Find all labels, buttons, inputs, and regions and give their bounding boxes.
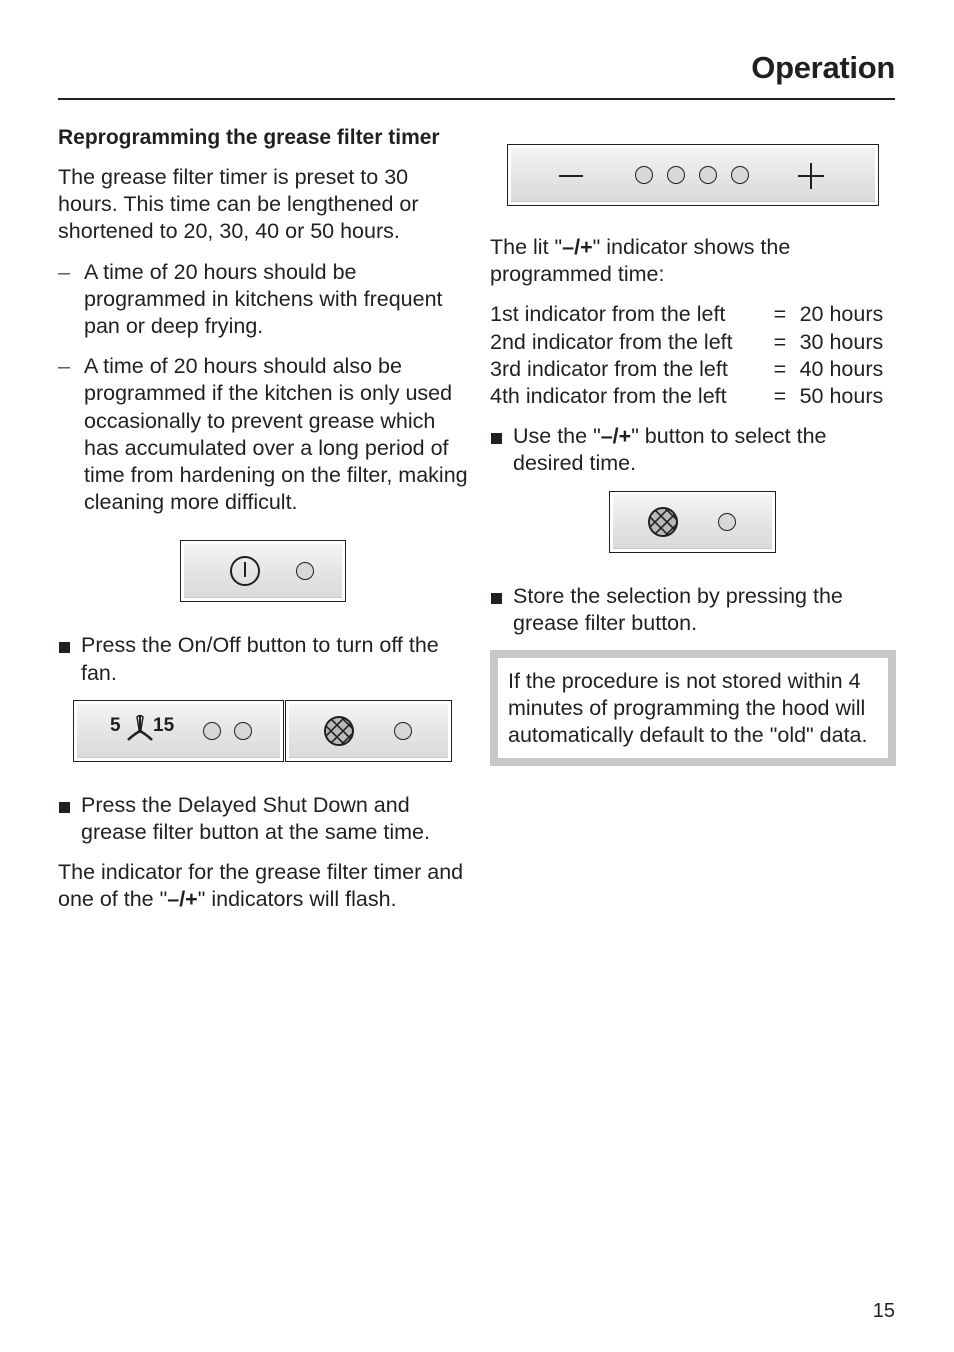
table-row [490,329,896,356]
step-text [513,424,827,475]
instruction-step [490,583,896,637]
bullet-square [59,642,70,653]
dash-marker: – [58,259,70,284]
table-cell-eq: = [773,302,787,327]
table-cell-eq: = [773,329,787,354]
instruction-step [58,632,468,686]
instruction-step [490,423,896,477]
indicator-light [635,166,653,184]
delay-filter-panels-illustration [73,700,468,762]
dash-item-text: A time of 20 hours should also be programmed if the kitchen is only used occasionally to prevent grease which has accumulated over a long period of time from hardening on the filter, making cleaning more difficult. [84,354,468,515]
table-cell-value: 50 hours [799,384,884,409]
grease-filter-panel [285,700,452,762]
indicator-light [667,166,685,184]
table-cell-label: 3rd indicator from the left [490,356,728,381]
text-run: " indicator shows the programmed time: [490,235,791,287]
table-cell-label: 2nd indicator from the left [490,329,733,354]
section-heading: Reprogramming the grease filter timer [58,126,440,149]
minus-plus-label: –/+ [562,235,593,259]
dash-list-item [58,353,468,516]
grease-filter-icon [647,506,679,538]
indicator-light [296,562,314,580]
instruction-step [58,792,468,846]
bullet-square [59,802,70,813]
minus-plus-label: –/+ [600,424,632,449]
indicator-light [718,513,736,531]
table-cell-label: 4th indicator from the left [490,384,727,409]
indicator-light [699,166,717,184]
dash-marker: – [58,354,70,379]
text-run: The indicator for the grease filter timer and one of the " [58,860,464,912]
table-cell-label: 1st indicator from the left [490,302,726,327]
power-icon [229,555,261,587]
delay-number-left: 5 [110,714,121,736]
right-column [490,144,896,766]
table-cell-value: 40 hours [799,356,884,381]
text-run: The lit " [490,235,563,259]
plus-icon [797,162,825,190]
indicator-light [731,166,749,184]
indicator-light [394,722,412,740]
table-cell-eq: = [773,384,787,409]
text-run: " button to select the desired time. [513,424,827,476]
bullet-square [491,433,502,444]
minus-icon [558,163,584,189]
dash-list-item [58,259,468,341]
step-text: Press the Delayed Shut Down and grease filter button at the same time. [81,792,430,845]
minus-plus-label: –/+ [167,887,198,912]
delay-number-right: 15 [153,714,175,736]
step-text: Press the On/Off button to turn off the fan. [81,633,439,685]
table-cell-value: 20 hours [799,302,884,327]
flash-paragraph [58,859,468,913]
intro-paragraph: The grease filter timer is preset to 30 hours. This time can be lengthened or shortened to 20, 30, 40 or 50 hours. [58,165,419,244]
bullet-square [491,593,502,604]
page-title: Operation [751,50,895,85]
left-column [58,124,468,927]
table-row [490,301,896,328]
dash-item-text: A time of 20 hours should be programmed in kitchens with frequent pan or deep frying. [84,259,443,339]
text-run: " indicators will flash. [197,887,397,912]
time-table [490,301,896,410]
indicator-light [203,722,221,740]
table-row [490,356,896,383]
indicator-light [234,722,252,740]
grease-filter-icon [323,715,355,747]
power-panel-illustration [180,540,346,602]
text-run: Use the " [513,424,601,449]
table-cell-eq: = [773,356,787,381]
step-text: Store the selection by pressing the grease filter button. [513,583,843,635]
delay-panel [73,700,284,762]
minus-plus-panel-illustration [507,144,879,206]
grease-filter-panel-illustration [609,491,776,553]
fan-icon [125,713,155,743]
lit-indicator-paragraph [490,234,896,288]
table-cell-value: 30 hours [799,329,884,354]
note-text: If the procedure is not stored within 4 minutes of programming the hood will automatically default to the "old" data. [508,669,868,748]
note-box [490,650,896,766]
table-row [490,383,896,410]
header-rule [58,98,895,100]
page-number: 15 [872,1300,895,1322]
